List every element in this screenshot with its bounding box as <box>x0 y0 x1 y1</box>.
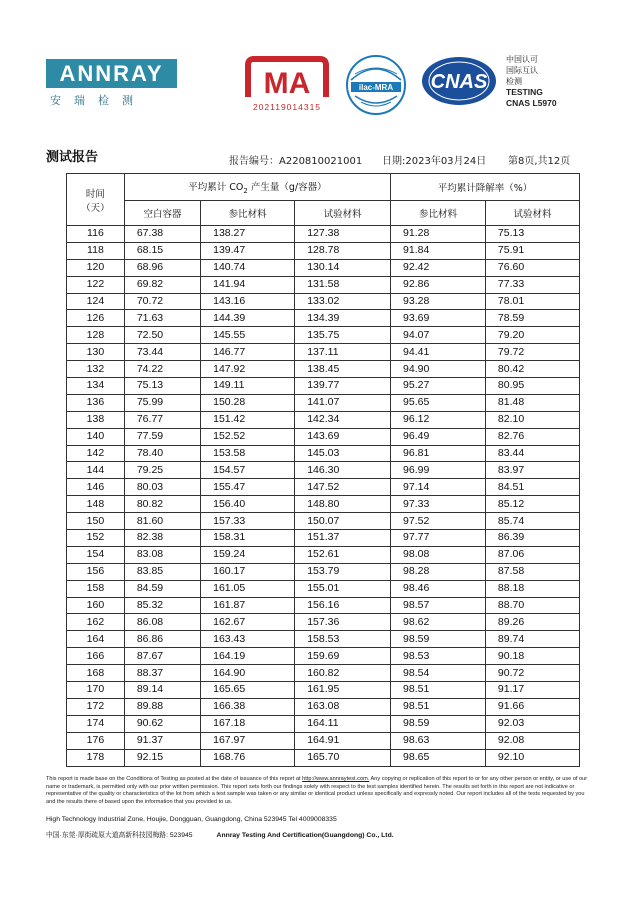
table-cell: 89.88 <box>124 698 200 715</box>
table-cell: 134 <box>67 378 125 395</box>
table-row <box>67 546 580 563</box>
table-cell: 90.72 <box>485 665 579 682</box>
table-row <box>67 411 580 428</box>
table-row <box>67 445 580 462</box>
table-cell: 91.28 <box>391 226 486 243</box>
table-cell: 166 <box>67 648 125 665</box>
table-row <box>67 749 580 766</box>
table-cell: 157.33 <box>201 513 295 530</box>
table-cell: 90.62 <box>124 715 200 732</box>
table-cell: 149.11 <box>201 378 295 395</box>
table-cell: 118 <box>67 242 125 259</box>
table-cell: 96.99 <box>391 462 486 479</box>
table-cell: 167.97 <box>201 732 295 749</box>
table-cell: 131.58 <box>295 276 391 293</box>
table-row <box>67 648 580 665</box>
table-row <box>67 327 580 344</box>
table-cell: 68.96 <box>124 259 200 276</box>
table-cell: 98.59 <box>391 631 486 648</box>
table-row <box>67 276 580 293</box>
table-cell: 147.92 <box>201 361 295 378</box>
table-cell: 161.87 <box>201 597 295 614</box>
table-cell: 69.82 <box>124 276 200 293</box>
table-cell: 156 <box>67 563 125 580</box>
table-cell: 75.13 <box>124 378 200 395</box>
subheader-reference: 参比材料 <box>201 201 295 226</box>
table-cell: 85.74 <box>485 513 579 530</box>
table-cell: 87.67 <box>124 648 200 665</box>
table-row <box>67 344 580 361</box>
table-cell: 168.76 <box>201 749 295 766</box>
table-cell: 136 <box>67 394 125 411</box>
cma-mark-logo <box>244 55 330 102</box>
page-number: 第8页,共12页 <box>508 156 571 167</box>
table-cell: 95.27 <box>391 378 486 395</box>
subheader-test: 试验材料 <box>295 201 391 226</box>
table-cell: 77.59 <box>124 428 200 445</box>
table-cell: 98.53 <box>391 648 486 665</box>
table-cell: 97.52 <box>391 513 486 530</box>
table-cell: 80.82 <box>124 496 200 513</box>
table-cell: 93.28 <box>391 293 486 310</box>
table-cell: 152.61 <box>295 546 391 563</box>
table-cell: 126 <box>67 310 125 327</box>
table-cell: 88.18 <box>485 580 579 597</box>
ilac-mra-text: ilac-MRA <box>358 83 394 92</box>
table-cell: 148.80 <box>295 496 391 513</box>
table-cell: 141.94 <box>201 276 295 293</box>
table-cell: 167.18 <box>201 715 295 732</box>
subheader-blank: 空白容器 <box>124 201 200 226</box>
table-cell: 150.28 <box>201 394 295 411</box>
table-row <box>67 479 580 496</box>
table-cell: 98.54 <box>391 665 486 682</box>
table-cell: 130.14 <box>295 259 391 276</box>
table-cell: 138 <box>67 411 125 428</box>
table-row <box>67 513 580 530</box>
table-cell: 130 <box>67 344 125 361</box>
table-cell: 92.08 <box>485 732 579 749</box>
report-title: 测试报告 <box>46 150 99 165</box>
table-cell: 162.67 <box>201 614 295 631</box>
table-cell: 94.90 <box>391 361 486 378</box>
table-row <box>67 614 580 631</box>
table-cell: 158.31 <box>201 530 295 547</box>
table-row <box>67 665 580 682</box>
table-cell: 166.38 <box>201 698 295 715</box>
table-cell: 132 <box>67 361 125 378</box>
cma-number: 202119014315 <box>252 102 322 112</box>
table-cell: 163.08 <box>295 698 391 715</box>
table-cell: 72.50 <box>124 327 200 344</box>
table-cell: 153.79 <box>295 563 391 580</box>
table-cell: 159.24 <box>201 546 295 563</box>
table-cell: 98.51 <box>391 698 486 715</box>
table-row <box>67 631 580 648</box>
table-cell: 78.01 <box>485 293 579 310</box>
table-cell: 73.44 <box>124 344 200 361</box>
table-cell: 82.38 <box>124 530 200 547</box>
table-row <box>67 732 580 749</box>
degradation-table <box>66 173 580 767</box>
table-cell: 145.03 <box>295 445 391 462</box>
table-cell: 140.74 <box>201 259 295 276</box>
table-cell: 164.90 <box>201 665 295 682</box>
table-cell: 81.48 <box>485 394 579 411</box>
table-cell: 172 <box>67 698 125 715</box>
table-row <box>67 378 580 395</box>
table-cell: 89.14 <box>124 682 200 699</box>
table-cell: 94.07 <box>391 327 486 344</box>
table-cell: 98.62 <box>391 614 486 631</box>
table-cell: 139.77 <box>295 378 391 395</box>
table-cell: 153.58 <box>201 445 295 462</box>
annray-logo-subtitle: 安瑞检测 <box>50 94 146 107</box>
table-cell: 86.86 <box>124 631 200 648</box>
table-cell: 98.57 <box>391 597 486 614</box>
table-cell: 160.82 <box>295 665 391 682</box>
table-cell: 91.17 <box>485 682 579 699</box>
table-cell: 83.85 <box>124 563 200 580</box>
table-cell: 70.72 <box>124 293 200 310</box>
table-cell: 82.10 <box>485 411 579 428</box>
table-cell: 74.22 <box>124 361 200 378</box>
cnas-line: 检测 <box>506 77 522 86</box>
table-cell: 76.77 <box>124 411 200 428</box>
header-co2: 平均累计 $CO_2$ 产生量（g/容器） <box>124 174 390 201</box>
report-date: 日期:2023年03月24日 <box>382 156 487 167</box>
table-cell: 97.77 <box>391 530 486 547</box>
ilac-mra-logo <box>345 54 407 116</box>
cnas-line: TESTING <box>506 87 543 97</box>
table-cell: 160.17 <box>201 563 295 580</box>
table-cell: 165.70 <box>295 749 391 766</box>
table-cell: 96.12 <box>391 411 486 428</box>
table-cell: 138.27 <box>201 226 295 243</box>
table-cell: 142.34 <box>295 411 391 428</box>
table-cell: 91.37 <box>124 732 200 749</box>
table-cell: 116 <box>67 226 125 243</box>
table-cell: 92.03 <box>485 715 579 732</box>
table-row <box>67 242 580 259</box>
annray-logo: ANNRAY <box>46 59 177 88</box>
table-cell: 98.08 <box>391 546 486 563</box>
table-cell: 152.52 <box>201 428 295 445</box>
table-cell: 158 <box>67 580 125 597</box>
table-cell: 98.63 <box>391 732 486 749</box>
table-row <box>67 361 580 378</box>
table-cell: 168 <box>67 665 125 682</box>
address-english: High Technology Industrial Zone, Houjie, Dongguan, Guangdong, China 523945 Tel 4009008335 <box>46 816 337 823</box>
table-row <box>67 580 580 597</box>
table-cell: 82.76 <box>485 428 579 445</box>
table-cell: 93.69 <box>391 310 486 327</box>
table-cell: 144 <box>67 462 125 479</box>
table-cell: 176 <box>67 732 125 749</box>
table-row <box>67 293 580 310</box>
table-cell: 88.37 <box>124 665 200 682</box>
table-cell: 89.26 <box>485 614 579 631</box>
table-cell: 150.07 <box>295 513 391 530</box>
table-cell: 67.38 <box>124 226 200 243</box>
table-cell: 158.53 <box>295 631 391 648</box>
table-cell: 161.05 <box>201 580 295 597</box>
table-cell: 164.19 <box>201 648 295 665</box>
table-cell: 90.18 <box>485 648 579 665</box>
table-cell: 146.30 <box>295 462 391 479</box>
table-cell: 84.59 <box>124 580 200 597</box>
table-cell: 142 <box>67 445 125 462</box>
table-cell: 156.16 <box>295 597 391 614</box>
table-cell: 155.47 <box>201 479 295 496</box>
table-cell: 92.42 <box>391 259 486 276</box>
table-cell: 80.42 <box>485 361 579 378</box>
table-row <box>67 715 580 732</box>
table-row <box>67 682 580 699</box>
table-row <box>67 310 580 327</box>
table-cell: 84.51 <box>485 479 579 496</box>
table-cell: 98.28 <box>391 563 486 580</box>
table-cell: 159.69 <box>295 648 391 665</box>
table-cell: 150 <box>67 513 125 530</box>
company-name: Annray Testing And Certification(Guangdong) Co., Ltd. <box>216 832 394 839</box>
table-cell: 164 <box>67 631 125 648</box>
table-cell: 135.75 <box>295 327 391 344</box>
table-cell: 83.97 <box>485 462 579 479</box>
table-cell: 94.41 <box>391 344 486 361</box>
table-cell: 86.08 <box>124 614 200 631</box>
table-cell: 151.37 <box>295 530 391 547</box>
table-cell: 124 <box>67 293 125 310</box>
table-cell: 148 <box>67 496 125 513</box>
table-cell: 154.57 <box>201 462 295 479</box>
table-cell: 165.65 <box>201 682 295 699</box>
table-cell: 162 <box>67 614 125 631</box>
table-cell: 87.06 <box>485 546 579 563</box>
table-cell: 85.32 <box>124 597 200 614</box>
subheader-test: 试验材料 <box>485 201 579 226</box>
table-cell: 152 <box>67 530 125 547</box>
table-cell: 98.59 <box>391 715 486 732</box>
table-cell: 164.11 <box>295 715 391 732</box>
table-cell: 164.91 <box>295 732 391 749</box>
table-cell: 79.20 <box>485 327 579 344</box>
table-cell: 145.55 <box>201 327 295 344</box>
table-cell: 92.10 <box>485 749 579 766</box>
table-row <box>67 462 580 479</box>
report-number: 报告编号：A220810021001 <box>229 156 363 167</box>
table-cell: 174 <box>67 715 125 732</box>
table-row <box>67 698 580 715</box>
table-cell: 154 <box>67 546 125 563</box>
table-cell: 146.77 <box>201 344 295 361</box>
table-cell: 139.47 <box>201 242 295 259</box>
subheader-reference: 参比材料 <box>391 201 486 226</box>
table-cell: 86.39 <box>485 530 579 547</box>
cnas-accreditation-text <box>506 54 557 109</box>
table-cell: 75.91 <box>485 242 579 259</box>
table-cell: 88.70 <box>485 597 579 614</box>
table-cell: 97.33 <box>391 496 486 513</box>
table-cell: 143.69 <box>295 428 391 445</box>
table-cell: 81.60 <box>124 513 200 530</box>
cnas-line: 国际互认 <box>506 66 538 75</box>
table-cell: 96.81 <box>391 445 486 462</box>
table-row <box>67 597 580 614</box>
cma-mark-text: MA <box>263 67 311 100</box>
table-cell: 77.33 <box>485 276 579 293</box>
table-cell: 178 <box>67 749 125 766</box>
header-degradation: 平均累计降解率（%） <box>391 174 580 201</box>
table-cell: 128 <box>67 327 125 344</box>
table-cell: 134.39 <box>295 310 391 327</box>
website-link[interactable]: http://www.annraytest.com. <box>302 776 370 782</box>
table-cell: 91.84 <box>391 242 486 259</box>
table-cell: 92.86 <box>391 276 486 293</box>
table-cell: 83.44 <box>485 445 579 462</box>
table-cell: 89.74 <box>485 631 579 648</box>
address-chinese: 中国·东莞·厚街疏原大道高新科技园梅路: 523945 Annray Testing And Certification(Guangdong) Co., Ltd. <box>46 832 394 839</box>
table-cell: 71.63 <box>124 310 200 327</box>
header-time: 时间 （天） <box>67 174 125 226</box>
table-cell: 80.95 <box>485 378 579 395</box>
table-row <box>67 496 580 513</box>
cnas-line: 中国认可 <box>506 55 538 64</box>
cnas-mark-text: CNAS <box>430 71 488 93</box>
table-cell: 127.38 <box>295 226 391 243</box>
table-cell: 76.60 <box>485 259 579 276</box>
table-cell: 80.03 <box>124 479 200 496</box>
table-cell: 144.39 <box>201 310 295 327</box>
table-cell: 79.72 <box>485 344 579 361</box>
table-cell: 98.51 <box>391 682 486 699</box>
table-cell: 151.42 <box>201 411 295 428</box>
table-cell: 156.40 <box>201 496 295 513</box>
table-cell: 97.14 <box>391 479 486 496</box>
table-cell: 98.46 <box>391 580 486 597</box>
table-row <box>67 530 580 547</box>
table-cell: 98.65 <box>391 749 486 766</box>
table-cell: 141.07 <box>295 394 391 411</box>
table-cell: 140 <box>67 428 125 445</box>
table-cell: 133.02 <box>295 293 391 310</box>
table-cell: 75.13 <box>485 226 579 243</box>
table-cell: 160 <box>67 597 125 614</box>
table-cell: 146 <box>67 479 125 496</box>
table-cell: 137.11 <box>295 344 391 361</box>
table-cell: 92.15 <box>124 749 200 766</box>
table-cell: 120 <box>67 259 125 276</box>
table-cell: 75.99 <box>124 394 200 411</box>
table-row <box>67 259 580 276</box>
table-cell: 87.58 <box>485 563 579 580</box>
table-row <box>67 563 580 580</box>
table-cell: 163.43 <box>201 631 295 648</box>
table-cell: 147.52 <box>295 479 391 496</box>
table-cell: 68.15 <box>124 242 200 259</box>
table-row <box>67 226 580 243</box>
table-cell: 138.45 <box>295 361 391 378</box>
table-cell: 95.65 <box>391 394 486 411</box>
table-cell: 170 <box>67 682 125 699</box>
table-cell: 91.66 <box>485 698 579 715</box>
table-cell: 157.36 <box>295 614 391 631</box>
table-row <box>67 428 580 445</box>
cnas-logo <box>420 54 498 109</box>
table-row <box>67 394 580 411</box>
table-cell: 128.78 <box>295 242 391 259</box>
table-cell: 78.59 <box>485 310 579 327</box>
table-cell: 78.40 <box>124 445 200 462</box>
cnas-line: CNAS L5970 <box>506 98 557 108</box>
table-cell: 85.12 <box>485 496 579 513</box>
table-cell: 143.16 <box>201 293 295 310</box>
table-cell: 79.25 <box>124 462 200 479</box>
table-cell: 122 <box>67 276 125 293</box>
table-cell: 83.08 <box>124 546 200 563</box>
table-cell: 161.95 <box>295 682 391 699</box>
disclaimer: This report is made base on the Conditions of Testing as posted at the date of issuance of this report at http://www.annraytest.com. Any copying or replication of this report to or for any other person or entity, or use of our name or trademark, is permitted only with our prior written permission. This report sets forth our findings solely with respect to the test samples identified herein. The results set forth in this report are not indicative or representative of the quality or characteristics of the lot from which a test sample was taken or any similar or identical product unless specifically and expressly noted. Our report includes all of the tests requested by you and the results there of based upon the information that you provided to us. <box>46 776 588 805</box>
table-cell: 155.01 <box>295 580 391 597</box>
table-cell: 96.49 <box>391 428 486 445</box>
